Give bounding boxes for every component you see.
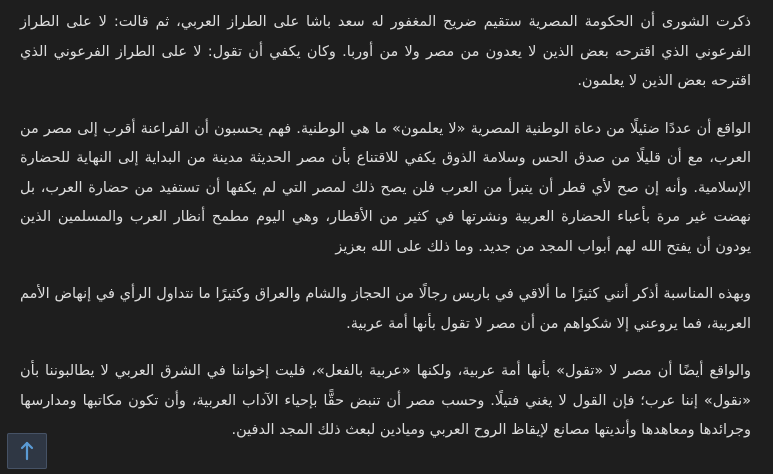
- scroll-to-top-button[interactable]: [7, 433, 47, 469]
- article-paragraph-3: وبهذه المناسبة أذكر أنني كثيرًا ما ألاقي في باريس رجالًا من الحجاز والشام والعراق وكثيرًا ما نتداول الرأي في إنهاض الأمم العربية، فما يروعني إلا شكواهم من أن مصر لا تقول بأنها أمة عربية.: [20, 286, 751, 332]
- article-paragraph-4: والواقع أيضًا أن مصر لا «تقول» بأنها أمة عربية، ولكنها «عربية بالفعل»، فليت إخواننا في الشرق العربي لا يطالبوننا بأن «نقول» إننا عرب؛ فإن القول لا يغني فتيلًا. وحسب مصر أن تنبض حقًّا بإحياء الآداب العربية، وأن تكون مكاتبها ومدارسها وجرائدها ومعاهدها وأنديتها مصانع لإيقاظ الروح العربي وميادين لبعث ذلك المجد الدفين.: [20, 363, 751, 438]
- arrow-up-icon: [20, 441, 34, 461]
- article-body: [20, 8, 751, 464]
- article-paragraph-2: الواقع أن عددًا ضئيلًا من دعاة الوطنية المصرية «لا يعلمون» ما هي الوطنية. فهم يحسبون أن الفراعنة أقرب إلى مصر من العرب، مع أن قليلًا من صدق الحس وسلامة الذوق يكفي للاقتناع بأن مصر الحديثة مدينة من البداية إلى النهاية للحضارة الإسلامية. وأنه إن صح لأي قطر أن يتبرأ من العرب فلن يصح ذلك لمصر التي لم يكفها أن تستفيد من حضارة العرب، بل نهضت غير مرة بأعباء الحضارة العربية ونشرتها في كثير من الأقطار، وهي اليوم مطمح أنظار العرب والمسلمين الذين يودون أن يفتح الله لهم أبواب المجد من جديد. وما ذلك على الله بعزيز: [20, 120, 751, 255]
- article-paragraph-1: ذكرت الشورى أن الحكومة المصرية ستقيم ضريح المغفور له سعد باشا على الطراز العربي، ثم قالت: لا على الطراز الفرعوني الذي اقترحه بعض الذين لا يعدون من مصر ولا من أوربا. وكان يكفي أن تقول: لا على الطراز الفرعوني الذي اقترحه بعض الذين لا يعلمون.: [20, 14, 751, 89]
